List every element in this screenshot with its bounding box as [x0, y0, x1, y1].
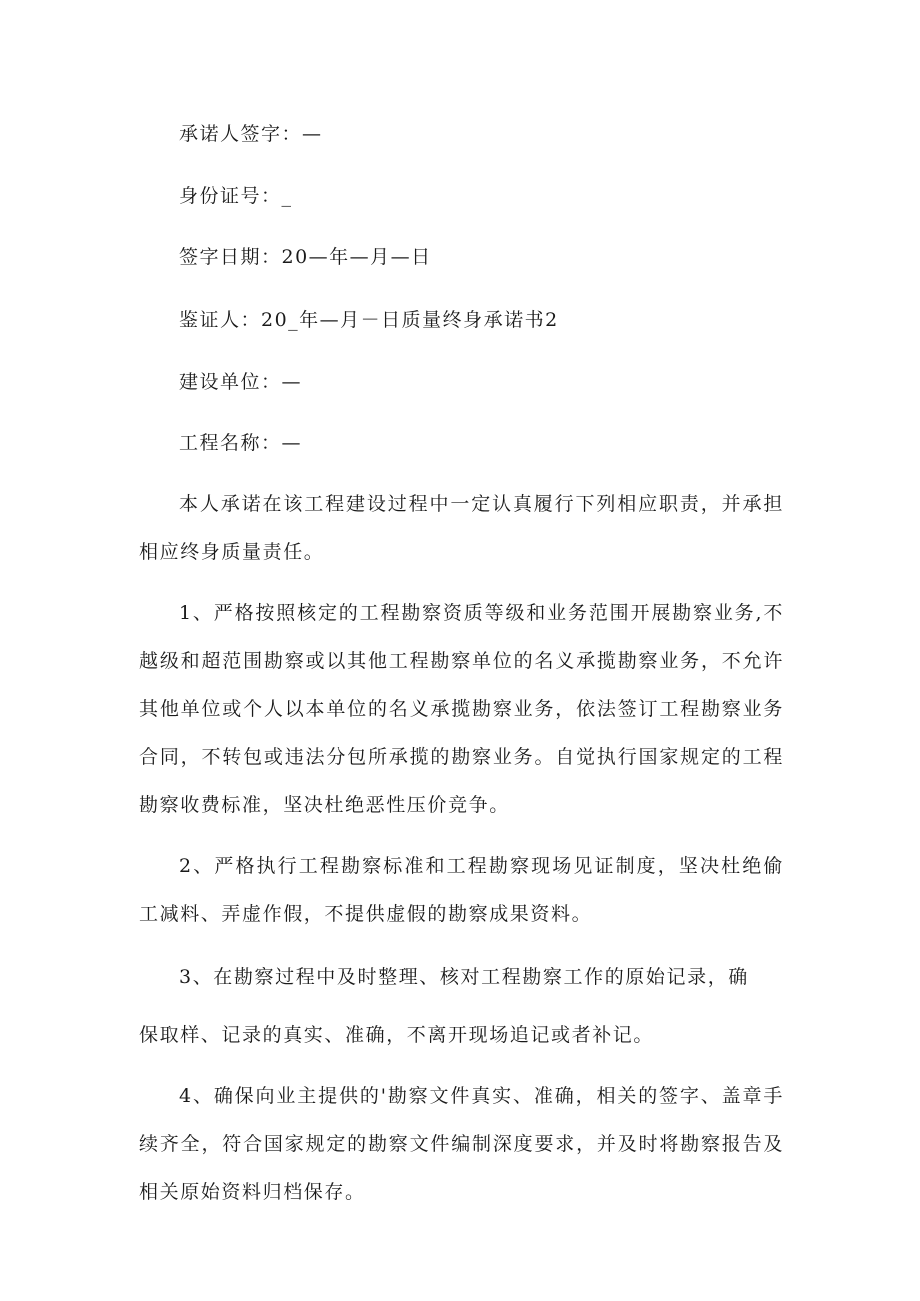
intro-paragraph: 本人承诺在该工程建设过程中一定认真履行下列相应职责，并承担相应终身质量责任。 — [139, 493, 784, 563]
commitment-item-4: 4、确保向业主提供的'勘察文件真实、准确，相关的签字、盖章手续齐全，符合国家规定的勘察文件编制深度要求，并及时将勘察报告及相关原始资料归档保存。 — [139, 1085, 784, 1203]
commitment-item-3 — [139, 953, 784, 1059]
commitment-item-2: 2、严格执行工程勘察标准和工程勘察现场见证制度，坚决杜绝偷工减料、弄虚作假，不提供虚假的勘察成果资料。 — [139, 855, 784, 925]
project-name-field: 工程名称：— — [179, 432, 303, 454]
commitment-item-1: 1、严格按照核定的工程勘察资质等级和业务范围开展勘察业务,不越级和超范围勘察或以其他工程勘察单位的名义承揽勘察业务，不允许其他单位或个人以本单位的名义承揽勘察业务，依法签订工程勘察业务合同，不转包或违法分包所承揽的勘察业务。自觉执行国家规定的工程勘察收费标准，坚决杜绝恶性压价竞争。 — [139, 602, 784, 816]
witness-field: 鉴证人：20_年—月－日质量终身承诺书2 — [179, 309, 559, 331]
construction-unit-field: 建设单位：— — [179, 371, 303, 393]
signer-field: 承诺人签字：— — [179, 123, 323, 145]
id-number-field: 身份证号：_ — [179, 185, 293, 207]
sign-date-field: 签字日期：20—年—月—日 — [179, 246, 432, 268]
commitment-item-3-line-1: 3、在勘察过程中及时整理、核对工程勘察工作的原始记录，确 — [179, 966, 749, 988]
commitment-item-3-line-2: 保取样、记录的真实、准确，不离开现场追记或者补记。 — [139, 1024, 655, 1046]
